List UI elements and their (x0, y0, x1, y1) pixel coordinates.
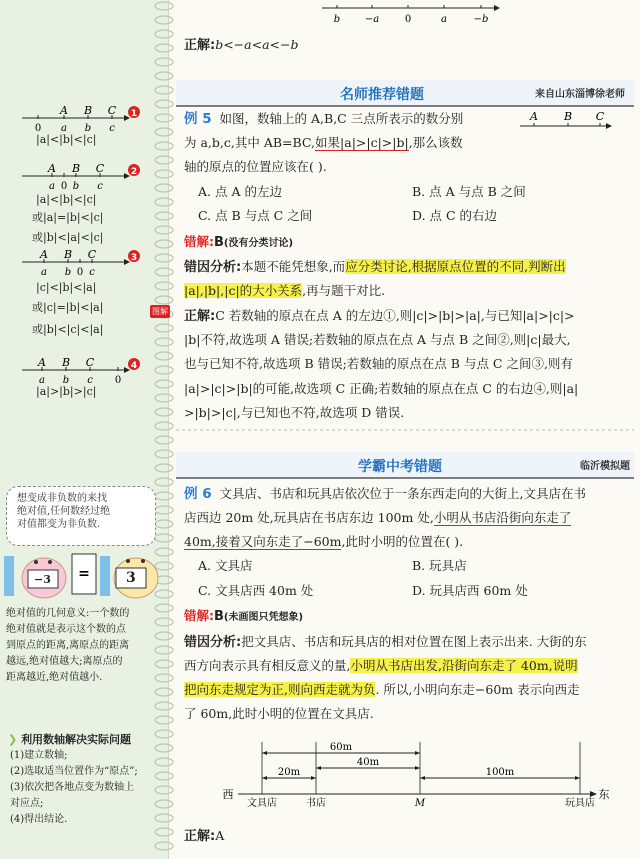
point-label: B (61, 356, 71, 369)
ex6-analysis-4: 了 60m,此时小明的位置在文具店. (184, 706, 374, 721)
point-label: A (40, 248, 48, 261)
tick-label: c (97, 181, 103, 192)
eq-left: −3 (34, 573, 51, 586)
bubble-line: 想变成非负数的来找 (17, 493, 107, 504)
bubble-line: 对值都变为非负数. (17, 519, 101, 530)
section-title-1: 名师推荐错题 (340, 87, 424, 103)
ex5-point-label: C (595, 110, 605, 123)
prev-axis-label: −a (364, 14, 380, 25)
tick-label: b (64, 267, 72, 278)
ex5-point-label: A (530, 110, 538, 123)
tip-bullet-icon: ❯ (8, 733, 18, 746)
place-label: 文具店 (247, 798, 277, 809)
ex6-correct: 正解:A (184, 828, 225, 844)
section-title-2: 学霸中考错题 (358, 459, 442, 475)
tick-label: a (39, 375, 45, 386)
ex6-option-b: B. 玩具店 (412, 558, 467, 573)
bubble-line: 绝对值,任何数经过绝 (17, 506, 111, 517)
ex5-wrong: 错解:B(没有分类讨论) (184, 234, 294, 250)
ex5-correct-5: >|b|>|c|,与已知也不符,故选项 D 错误. (184, 405, 405, 420)
ex6-wrong: 错解:B(未画图只凭想象) (184, 608, 304, 624)
ex5-correct-1: 正解:C 若数轴的原点在点 A 的左边①,则|c|>|b|>|a|,与已知|a|>|c|> (184, 308, 575, 324)
prev-axis-label: 0 (404, 14, 412, 25)
ex6-option-a: A. 文具店 (198, 558, 253, 573)
tick-label: b (62, 375, 70, 386)
ex6-option-c: C. 文具店西 40m 处 (198, 583, 314, 598)
tip-title-text: 利用数轴解决实际问题 (21, 733, 132, 746)
tick-label: c (87, 375, 93, 386)
ex5-correct-2: |b|不符,故选项 A 错误;若数轴的原点在点 A 与点 B 之间②,则|c|最大, (184, 332, 571, 347)
ex5-option-c: C. 点 B 与点 C 之间 (198, 208, 313, 223)
ex5-analysis-1: 错因分析:本题不能凭想象,而应分类讨论,根据原点位置的不同,判断出 (184, 259, 566, 275)
tip-item: (1)建立数轴; (10, 750, 68, 761)
ex5-option-a: A. 点 A 的左边 (198, 184, 282, 199)
tick-label: c (89, 267, 95, 278)
sidebar-abs-relation: 或|b|<|c|<|a| (32, 323, 104, 336)
main-content (180, 0, 635, 859)
ex5-point-label: B (563, 110, 573, 123)
abs-note-line: 到原点的距离,离原点的距离 (6, 640, 130, 651)
eq-right: 3 (126, 570, 136, 586)
sidebar-abs-relation: |c|<|b|<|a| (36, 281, 97, 294)
ex5-q2: 为 a,b,c,其中 AB=BC,如果|a|>|c|>|b|,那么该数 (184, 135, 463, 150)
ex6-q3: 40m,接着又向东走了−60m,此时小明的位置在( ). (184, 534, 464, 549)
sidebar-abs-relation: 或|b|<|a|<|c| (32, 231, 104, 244)
ex5-correct-4: |a|>|c|>|b|的可能,故选项 C 正确;若数轴的原点在点 C 的右边④,则|a| (184, 381, 579, 396)
section-source-2: 临沂模拟题 (580, 461, 630, 472)
svg-text:4: 4 (130, 361, 138, 371)
tip-item: (4)得出结论. (10, 814, 68, 825)
dimension-label: 40m (356, 757, 380, 768)
ex6-analysis-1: 错因分析:把文具店、书店和玩具店的相对位置在图上表示出来. 大街的东 (184, 634, 587, 650)
point-label: C (107, 104, 117, 117)
tick-label: a (49, 181, 55, 192)
point-label: C (87, 248, 97, 261)
tick-label: 0 (60, 181, 68, 192)
point-label: B (71, 162, 81, 175)
tip-item: (2)选取适当位置作为“原点”; (10, 766, 138, 777)
svg-text:2: 2 (130, 167, 138, 177)
ex6-option-d: D. 玩具店西 60m 处 (412, 583, 528, 598)
ex5-option-b: B. 点 A 与点 B 之间 (412, 184, 526, 199)
svg-text:1: 1 (130, 109, 138, 119)
svg-text:=: = (78, 566, 90, 582)
ex5-q3: 轴的原点的位置应该在( ). (184, 159, 327, 174)
section-source-1: 来自山东淄博徐老师 (535, 89, 625, 100)
tick-label: 0 (76, 267, 84, 278)
tick-label: a (61, 123, 67, 134)
ex5-option-d: D. 点 C 的右边 (412, 208, 498, 223)
ex6-analysis-2: 西方向表示具有相反意义的量,小明从书店出发,沿街向东走了 40m,说明 (184, 658, 578, 673)
tip-item: (3)依次把各地点变为数轴上 (10, 782, 135, 793)
point-label: A (60, 104, 68, 117)
abs-note-line: 越远,绝对值越大;离原点的 (6, 656, 123, 667)
prev-axis-label: a (441, 14, 447, 25)
ex6-analysis-3: 把向东走规定为正,则向西走就为负. 所以,小明向东走−60m 表示向西走 (184, 682, 580, 697)
sidebar-abs-relation: |a|<|b|<|c| (36, 193, 97, 206)
abs-note-line: 距离越近,绝对值越小. (6, 672, 103, 683)
ex5-correct-3: 也与已知不符,故选项 B 错误;若数轴的原点在点 B 与点 C 之间③,则有 (184, 356, 573, 371)
dimension-label: 60m (329, 742, 353, 753)
ex5-q1: 例 5 如图，数轴上的 A,B,C 三点所表示的数分别 (184, 111, 464, 127)
dimension-label: 100m (485, 767, 515, 778)
point-label: A (38, 356, 46, 369)
diagram-tag: 图解 (152, 307, 168, 316)
ex6-q1: 例 6 文具店、书店和玩具店依次位于一条东西走向的大街上,文具店在书 (184, 486, 587, 502)
ex5-analysis-2: |a|,|b|,|c|的大小关系,再与题干对比. (184, 283, 386, 298)
prev-answer: 正解:b<−a<a<−b (184, 37, 299, 53)
tick-label: c (109, 123, 115, 134)
prev-axis-label: −b (473, 14, 489, 25)
sidebar-abs-relation: |a|>|b|>|c| (36, 385, 97, 398)
abs-note-line: 绝对值的几何意义:一个数的 (6, 608, 130, 619)
east-label: 东 (598, 788, 610, 801)
point-label: B (83, 104, 93, 117)
point-label: A (48, 162, 56, 175)
abs-note-line: 绝对值就是表示这个数的点 (6, 624, 126, 635)
point-label: C (95, 162, 105, 175)
tick-label: b (72, 181, 80, 192)
dimension-label: 20m (277, 767, 301, 778)
tick-label: 0 (114, 375, 122, 386)
tick-label: b (84, 123, 92, 134)
place-label: M (414, 798, 426, 809)
sidebar-abs-relation: |a|<|b|<|c| (36, 133, 97, 146)
tick-label: a (41, 267, 47, 278)
tick-label: 0 (34, 123, 42, 134)
sidebar-abs-relation: 或|c|=|b|<|a| (32, 301, 104, 314)
west-label: 西 (222, 788, 234, 801)
sidebar-abs-relation: 或|a|=|b|<|c| (32, 211, 104, 224)
ex6-q2: 店西边 20m 处,玩具店在书店东边 100m 处,小明从书店沿街向东走了 (184, 510, 572, 525)
point-label: C (85, 356, 95, 369)
place-label: 玩具店 (565, 798, 595, 809)
prev-axis-label: b (333, 14, 341, 25)
point-label: B (63, 248, 73, 261)
svg-text:3: 3 (130, 253, 138, 263)
tip-item: 对应点; (10, 798, 44, 809)
place-label: 书店 (306, 798, 326, 809)
